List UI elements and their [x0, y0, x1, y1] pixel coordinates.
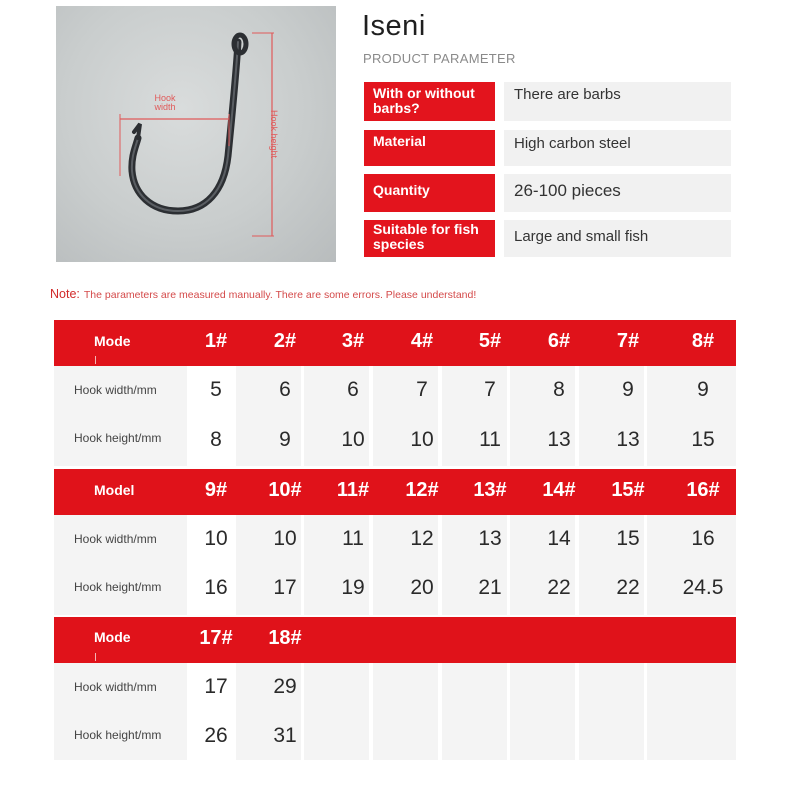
model-cell: 7# — [616, 330, 640, 352]
model-cell: 15# — [611, 479, 645, 501]
param-value-fish-species: Large and small fish — [504, 220, 731, 257]
header-mode-label: Mode — [94, 629, 131, 645]
section-subtitle: PRODUCT PARAMETER — [363, 51, 516, 66]
table-cell: 15 — [691, 428, 715, 451]
model-cell: 14# — [542, 479, 576, 501]
size-table-2 — [54, 469, 736, 615]
row-label-column — [54, 366, 187, 466]
row-label-hook-width: Hook width/mm — [74, 680, 157, 694]
model-cell: 2# — [273, 330, 297, 352]
row-label-hook-height: Hook height/mm — [74, 728, 162, 742]
table-cell: 7 — [416, 378, 428, 401]
table-header-row — [54, 320, 736, 366]
hook-shank — [132, 42, 238, 211]
table-cell: 16 — [204, 576, 228, 599]
header-model-label: Model — [94, 482, 135, 498]
table-cell: 17 — [273, 576, 297, 599]
table-cell: 15 — [616, 527, 640, 550]
param-label-quantity: Quantity — [364, 174, 495, 212]
measurement-note — [50, 287, 476, 301]
header-mode-label: Mode — [94, 333, 131, 349]
table-cell: 11 — [479, 428, 501, 451]
table-cell: 5 — [210, 378, 222, 401]
model-cell: 17# — [199, 627, 233, 649]
table-cell: 24.5 — [682, 576, 724, 599]
param-label-material: Material — [364, 130, 495, 166]
table-cell: 9 — [622, 378, 634, 401]
table-cell: 8 — [210, 428, 222, 451]
table-cell: 10 — [273, 527, 297, 550]
table-cell: 13 — [478, 527, 502, 550]
table-cell: 19 — [341, 576, 365, 599]
table-cell: 10 — [204, 527, 228, 550]
fish-hook-illustration — [56, 6, 336, 262]
table-cell: 13 — [616, 428, 640, 451]
table-cell: 14 — [547, 527, 571, 550]
param-value-quantity: 26-100 pieces — [504, 174, 731, 212]
table-cell: 10 — [410, 428, 434, 451]
table-cell: 17 — [204, 675, 228, 698]
model-cell: 10# — [268, 479, 302, 501]
table-cell: 12 — [410, 527, 434, 550]
model-cell: 9# — [204, 479, 228, 501]
model-cell: 8# — [691, 330, 715, 352]
table-cell: 20 — [410, 576, 434, 599]
table-cell: 7 — [484, 378, 496, 401]
table-cell: 9 — [279, 428, 291, 451]
table-cell: 16 — [691, 527, 715, 550]
model-cell: 6# — [547, 330, 571, 352]
model-cell: 11# — [336, 479, 370, 501]
row-label-column — [54, 515, 187, 615]
product-photo — [56, 6, 336, 262]
size-table-1 — [54, 320, 736, 466]
model-cell: 16# — [686, 479, 720, 501]
param-label-fish-species: Suitable for fish species — [364, 220, 495, 257]
table-cell: 26 — [204, 724, 228, 747]
table-cell: 22 — [547, 576, 571, 599]
table-header-row — [54, 469, 736, 515]
model-cell: 18# — [268, 627, 302, 649]
model-cell: 13# — [473, 479, 507, 501]
table-cell: 13 — [547, 428, 571, 451]
table-header-row — [54, 617, 736, 663]
hook-barb — [134, 124, 140, 138]
brand-title: Iseni — [362, 10, 426, 42]
row-label-hook-width: Hook width/mm — [74, 383, 157, 397]
model-cell: 5# — [478, 330, 502, 352]
row-label-hook-width: Hook width/mm — [74, 532, 157, 546]
table-cell: 6 — [279, 378, 291, 401]
note-text: The parameters are measured manually. There are some errors. Please understand! — [83, 289, 477, 301]
table-cell: 31 — [273, 724, 297, 747]
table-cell: 11 — [342, 527, 364, 550]
param-label-barbs: With or without barbs? — [364, 82, 495, 121]
table-cell: 8 — [553, 378, 565, 401]
table-cell: 21 — [478, 576, 502, 599]
hook-width-label: Hook width — [154, 93, 176, 112]
model-cell: 1# — [204, 330, 228, 352]
note-label: Note: — [50, 287, 80, 301]
table-cell: 29 — [273, 675, 297, 698]
table-cell: 6 — [347, 378, 359, 401]
hook-height-label: Hook height — [269, 110, 279, 159]
row-label-hook-height: Hook height/mm — [74, 580, 162, 594]
model-cell: 12# — [405, 479, 439, 501]
param-value-material: High carbon steel — [504, 130, 731, 166]
param-value-barbs: There are barbs — [504, 82, 731, 121]
table-cell: 9 — [697, 378, 709, 401]
row-label-column — [54, 663, 187, 760]
model-cell: 3# — [341, 330, 365, 352]
table-cell: 22 — [616, 576, 640, 599]
model-cell: 4# — [410, 330, 434, 352]
table-cell: 10 — [341, 428, 365, 451]
row-label-hook-height: Hook height/mm — [74, 431, 162, 445]
size-table-3 — [54, 617, 736, 760]
